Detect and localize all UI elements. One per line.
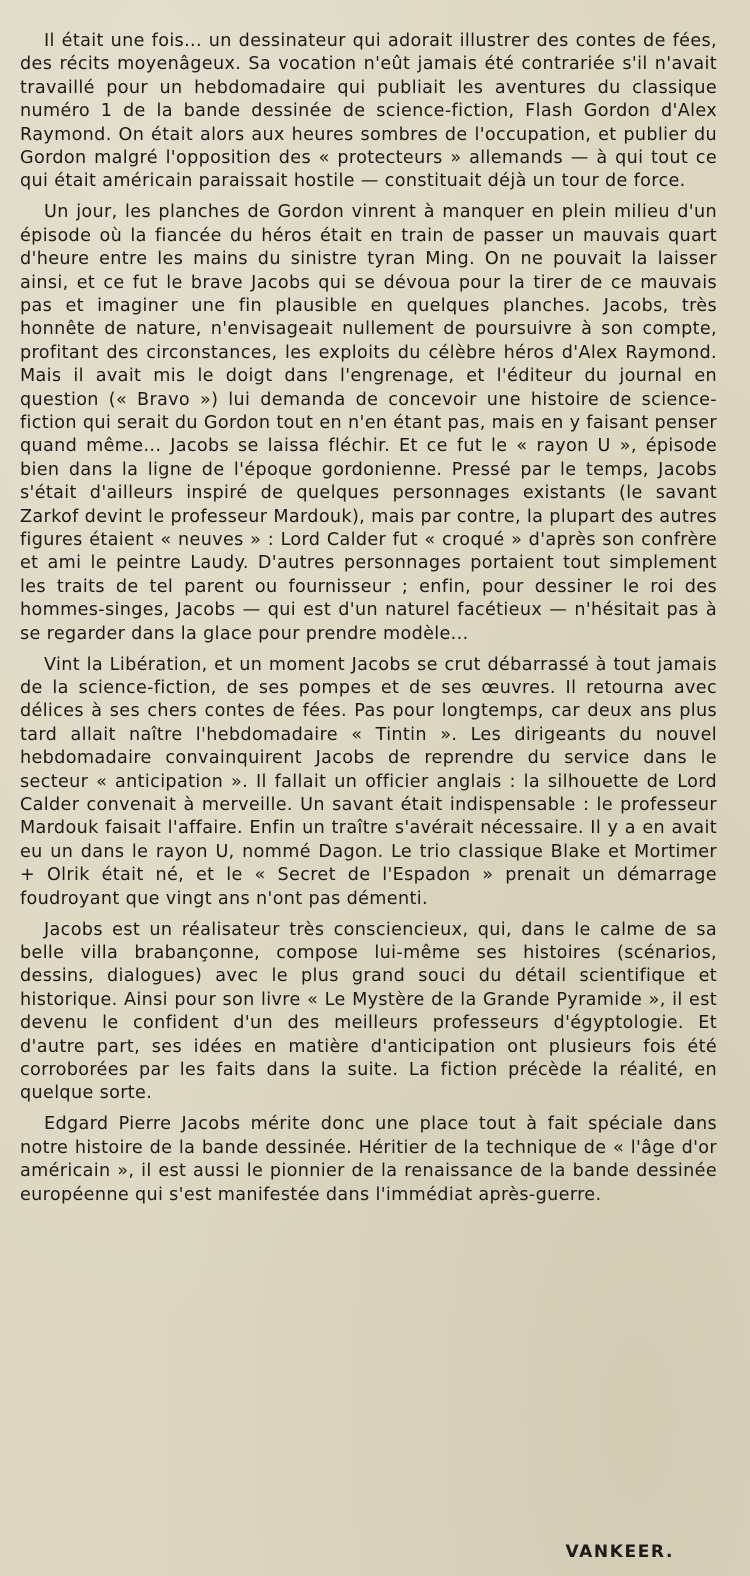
author-signature: VANKEER.	[565, 1542, 674, 1562]
paragraph-1: Il était une fois... un dessinateur qui adorait illustrer des contes de fées, des récits moyenâgeux. Sa vocation n'eût jamais été contrariée s'il n'avait travaillé pour un hebdomadaire qui publiait les aventures du classique numéro 1 de la bande dessinée de science-fiction, Flash Gordon d'Alex Raymond. On était alors aux heures sombres de l'occupation, et publier du Gordon malgré l'opposition des « protecteurs » allemands — à qui tout ce qui était américain paraissait hostile — constituait déjà un tour de force.	[20, 31, 717, 192]
paragraph-4: Jacobs est un réalisateur très consciencieux, qui, dans le calme de sa belle villa brabançonne, compose lui-même ses histoires (scénarios, dessins, dialogues) avec le plus grand souci du détail scientifique et historique. Ainsi pour son livre « Le Mystère de la Grande Pyramide », il est devenu le confident d'un des meilleurs professeurs d'égyptologie. Et d'autre part, ses idées en matière d'anticipation ont plusieurs fois été corroborées par les faits dans la suite. La fiction précède la réalité, en quelque sorte.	[20, 919, 717, 1104]
paragraph-5: Edgard Pierre Jacobs mérite donc une place tout à fait spéciale dans notre histoire de la bande dessinée. Héritier de la technique de « l'âge d'or américain », il est aussi le pionnier de la renaissance de la bande dessinée européenne qui s'est manifestée dans l'immédiat après-guerre.	[20, 1114, 717, 1205]
article-body	[20, 30, 717, 1207]
paragraph-2: Un jour, les planches de Gordon vinrent à manquer en plein milieu d'un épisode où la fiancée du héros était en train de passer un mauvais quart d'heure entre les mains du sinistre tyran Ming. On ne pouvait la laisser ainsi, et ce fut le brave Jacobs qui se dévoua pour la tirer de ce mauvais pas et imaginer une fin plausible en quelques planches. Jacobs, très honnête de nature, n'envisageait nullement de poursuivre à son compte, profitant des circonstances, les exploits du célèbre héros d'Alex Raymond. Mais il avait mis le doigt dans l'engrenage, et l'éditeur du journal en question (« Bravo ») lui demanda de concevoir une histoire de science-fiction qui serait du Gordon tout en n'en étant pas, mais en y faisant penser quand même... Jacobs se laissa fléchir. Et ce fut le « rayon U », épisode bien dans la ligne de l'époque gordonienne. Pressé par le temps, Jacobs s'était d'ailleurs inspiré de quelques personnages existants (le savant Zarkof devint le professeur Mardouk), mais par contre, la plupart des autres figures étaient « neuves » : Lord Calder fut « croqué » d'après son confrère et ami le peintre Laudy. D'autres personnages portaient tout simplement les traits de tel parent ou fournisseur ; enfin, pour dessiner le roi des hommes-singes, Jacobs — qui est d'un naturel facétieux — n'hésitait pas à se regarder dans la glace pour prendre modèle...	[20, 202, 717, 644]
paragraph-3: Vint la Libération, et un moment Jacobs se crut débarrassé à tout jamais de la science-fiction, de ses pompes et de ses œuvres. Il retourna avec délices à ses chers contes de fées. Pas pour longtemps, car deux ans plus tard allait naître l'hebdomadaire « Tintin ». Les dirigeants du nouvel hebdomadaire convainquirent Jacobs de reprendre du service dans le secteur « anticipation ». Il fallait un officier anglais : la silhouette de Lord Calder convenait à merveille. Un savant était indispensable : le professeur Mardouk faisait l'affaire. Enfin un traître s'avérait nécessaire. Il y a en avait eu un dans le rayon U, nommé Dagon. Le trio classique Blake et Mortimer + Olrik était né, et le « Secret de l'Espadon » prenait un démarrage foudroyant que vingt ans n'ont pas démenti.	[20, 654, 717, 909]
